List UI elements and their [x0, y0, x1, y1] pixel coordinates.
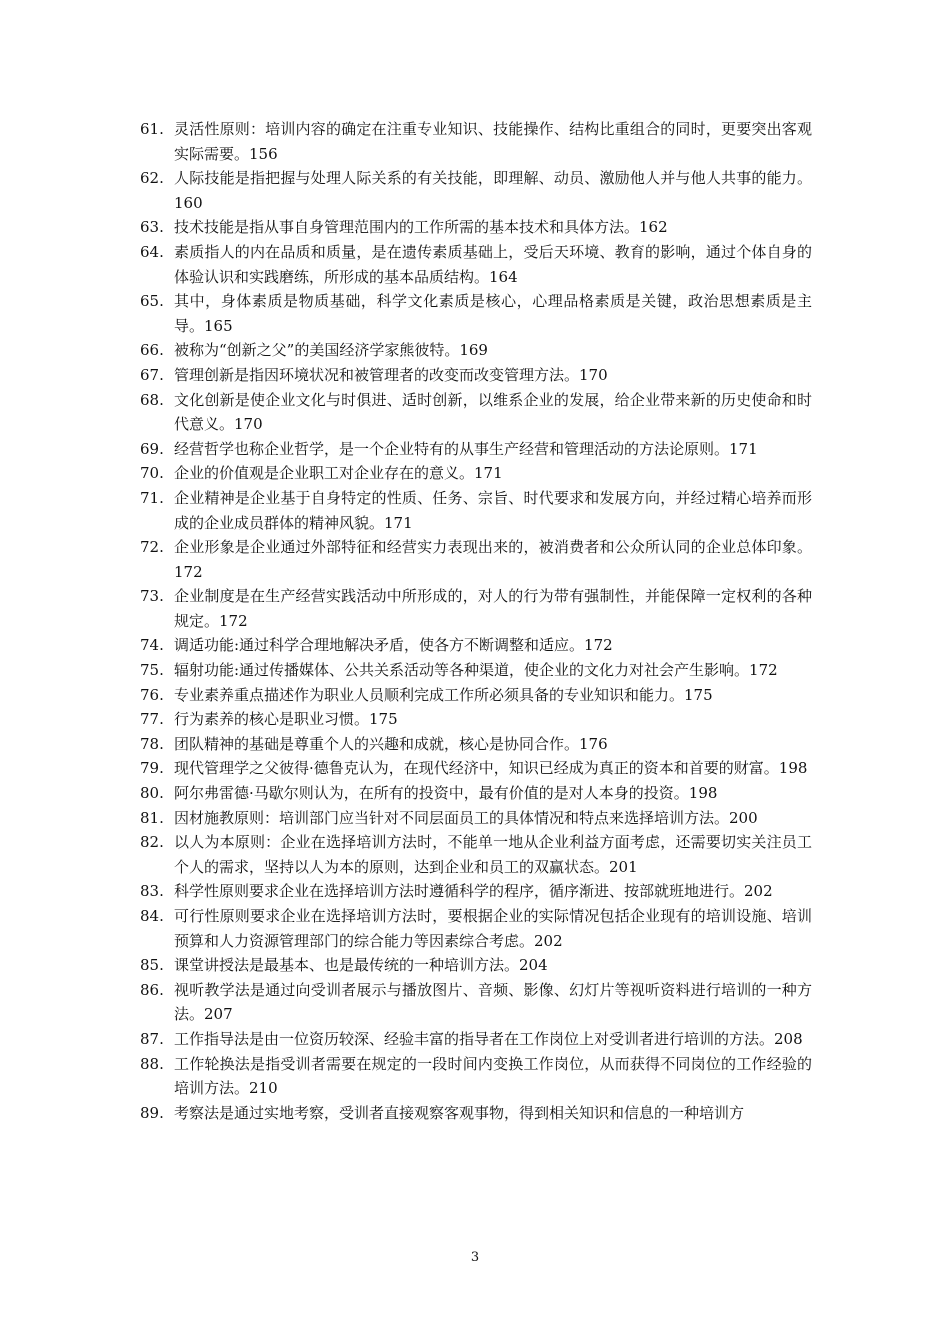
item-text: 管理创新是指因环境状况和被管理者的改变而改变管理方法。170	[174, 365, 608, 384]
list-item	[140, 289, 812, 338]
item-number: 65.	[140, 292, 164, 311]
item-number: 70.	[140, 464, 164, 483]
item-number: 81.	[140, 808, 164, 827]
item-text: 专业素养重点描述作为职业人员顺利完成工作所必须具备的专业知识和能力。175	[174, 685, 713, 704]
item-text: 科学性原则要求企业在选择培训方法时遵循科学的程序，循序渐进、按部就班地进行。202	[174, 882, 773, 901]
item-number: 82.	[140, 833, 164, 852]
item-text: 视听教学法是通过向受训者展示与播放图片、音频、影像、幻灯片等视听资料进行培训的一种方法。207	[174, 980, 812, 1024]
item-text: 团队精神的基础是尊重个人的兴趣和成就，核心是协同合作。176	[174, 734, 608, 753]
item-number: 61.	[140, 120, 164, 138]
list-item	[140, 978, 812, 1027]
list-item	[140, 806, 812, 831]
list-item	[140, 535, 812, 584]
item-number: 87.	[140, 1029, 164, 1048]
list-item	[140, 1101, 812, 1126]
list-item	[140, 683, 812, 708]
item-text: 企业制度是在生产经营实践活动中所形成的，对人的行为带有强制性，并能保障一定权利的各种规定。172	[174, 587, 812, 630]
item-number: 76.	[140, 685, 164, 704]
item-number: 62.	[140, 169, 164, 188]
item-text: 现代管理学之父彼得·德鲁克认为，在现代经济中，知识已经成为真正的资本和首要的财富。198	[174, 759, 808, 778]
list-item	[140, 633, 812, 658]
item-number: 84.	[140, 907, 164, 925]
item-text: 企业形象是企业通过外部特征和经营实力表现出来的，被消费者和公众所认同的企业总体印象。172	[174, 538, 812, 581]
item-text: 素质指人的内在品质和质量，是在遗传素质基础上，受后天环境、教育的影响，通过个体自身的体验认识和实践磨练，所形成的基本品质结构。164	[174, 242, 812, 286]
item-number: 89.	[140, 1103, 164, 1122]
item-number: 74.	[140, 636, 164, 655]
item-text: 人际技能是指把握与处理人际关系的有关技能，即理解、动员、激励他人并与他人共事的能力。160	[174, 169, 812, 212]
item-text: 工作指导法是由一位资历较深、经验丰富的指导者在工作岗位上对受训者进行培训的方法。208	[174, 1029, 803, 1048]
item-text: 考察法是通过实地考察，受训者直接观察客观事物，得到相关知识和信息的一种培训方	[174, 1103, 745, 1122]
list-item	[140, 388, 812, 437]
item-number: 86.	[140, 980, 164, 999]
list-item	[140, 707, 812, 732]
list-item	[140, 166, 812, 215]
list-item	[140, 658, 812, 683]
list-item	[140, 879, 812, 904]
numbered-list	[140, 117, 812, 1125]
item-text: 文化创新是使企业文化与时俱进、适时创新，以维系企业的发展，给企业带来新的历史使命和时代意义。170	[174, 390, 812, 434]
list-item	[140, 215, 812, 240]
list-item	[140, 953, 812, 978]
item-text: 辐射功能:通过传播媒体、公共关系活动等各种渠道，使企业的文化力对社会产生影响。172	[174, 661, 778, 680]
item-text: 经营哲学也称企业哲学，是一个企业特有的从事生产经营和管理活动的方法论原则。171	[174, 439, 758, 458]
item-text: 技术技能是指从事自身管理范围内的工作所需的基本技术和具体方法。162	[174, 218, 668, 237]
page-number: 3	[470, 1250, 480, 1265]
item-number: 80.	[140, 784, 164, 803]
item-text: 工作轮换法是指受训者需要在规定的一段时间内变换工作岗位，从而获得不同岗位的工作经验的培训方法。210	[174, 1054, 812, 1098]
item-number: 64.	[140, 242, 164, 261]
item-text: 行为素养的核心是职业习惯。175	[174, 710, 398, 729]
item-number: 66.	[140, 341, 164, 360]
list-item	[140, 584, 812, 633]
item-text: 以人为本原则：企业在选择培训方法时，不能单一地从企业利益方面考虑，还需要切实关注员工个人的需求，坚持以人为本的原则，达到企业和员工的双赢状态。201	[174, 833, 812, 876]
list-item	[140, 363, 812, 388]
item-text: 被称为“创新之父”的美国经济学家熊彼特。169	[174, 341, 488, 360]
list-item	[140, 338, 812, 363]
list-item	[140, 830, 812, 879]
list-item	[140, 904, 812, 953]
item-number: 85.	[140, 956, 164, 975]
list-item	[140, 1052, 812, 1101]
list-item	[140, 437, 812, 462]
item-text: 灵活性原则：培训内容的确定在注重专业知识、技能操作、结构比重组合的同时，更要突出客观实际需要。156	[174, 120, 812, 163]
item-text: 企业精神是企业基于自身特定的性质、任务、宗旨、时代要求和发展方向，并经过精心培养而形成的企业成员群体的精神风貌。171	[174, 488, 812, 532]
list-item	[140, 781, 812, 806]
list-item	[140, 756, 812, 781]
item-text: 企业的价值观是企业职工对企业存在的意义。171	[174, 464, 503, 483]
item-number: 72.	[140, 538, 164, 557]
item-number: 63.	[140, 218, 164, 237]
item-number: 68.	[140, 390, 164, 409]
list-item	[140, 732, 812, 757]
item-text: 阿尔弗雷德·马歇尔则认为，在所有的投资中，最有价值的是对人本身的投资。198	[174, 784, 718, 803]
item-number: 71.	[140, 488, 164, 507]
item-text: 可行性原则要求企业在选择培训方法时，要根据企业的实际情况包括企业现有的培训设施、培训预算和人力资源管理部门的综合能力等因素综合考虑。202	[174, 907, 812, 950]
item-text: 因材施教原则：培训部门应当针对不同层面员工的具体情况和特点来选择培训方法。200	[174, 808, 758, 827]
item-text: 课堂讲授法是最基本、也是最传统的一种培训方法。204	[174, 956, 548, 975]
list-item	[140, 240, 812, 289]
item-number: 73.	[140, 587, 164, 606]
list-item	[140, 486, 812, 535]
list-item	[140, 117, 812, 166]
list-item	[140, 1027, 812, 1052]
item-number: 69.	[140, 439, 164, 458]
item-number: 83.	[140, 882, 164, 901]
item-number: 88.	[140, 1054, 164, 1073]
item-number: 75.	[140, 661, 164, 680]
item-number: 77.	[140, 710, 164, 729]
item-text: 其中，身体素质是物质基础，科学文化素质是核心，心理品格素质是关键，政治思想素质是主导。165	[174, 292, 812, 335]
item-number: 67.	[140, 365, 164, 384]
list-item	[140, 461, 812, 486]
item-text: 调适功能:通过科学合理地解决矛盾，使各方不断调整和适应。172	[174, 636, 613, 655]
item-number: 79.	[140, 759, 164, 778]
item-number: 78.	[140, 734, 164, 753]
